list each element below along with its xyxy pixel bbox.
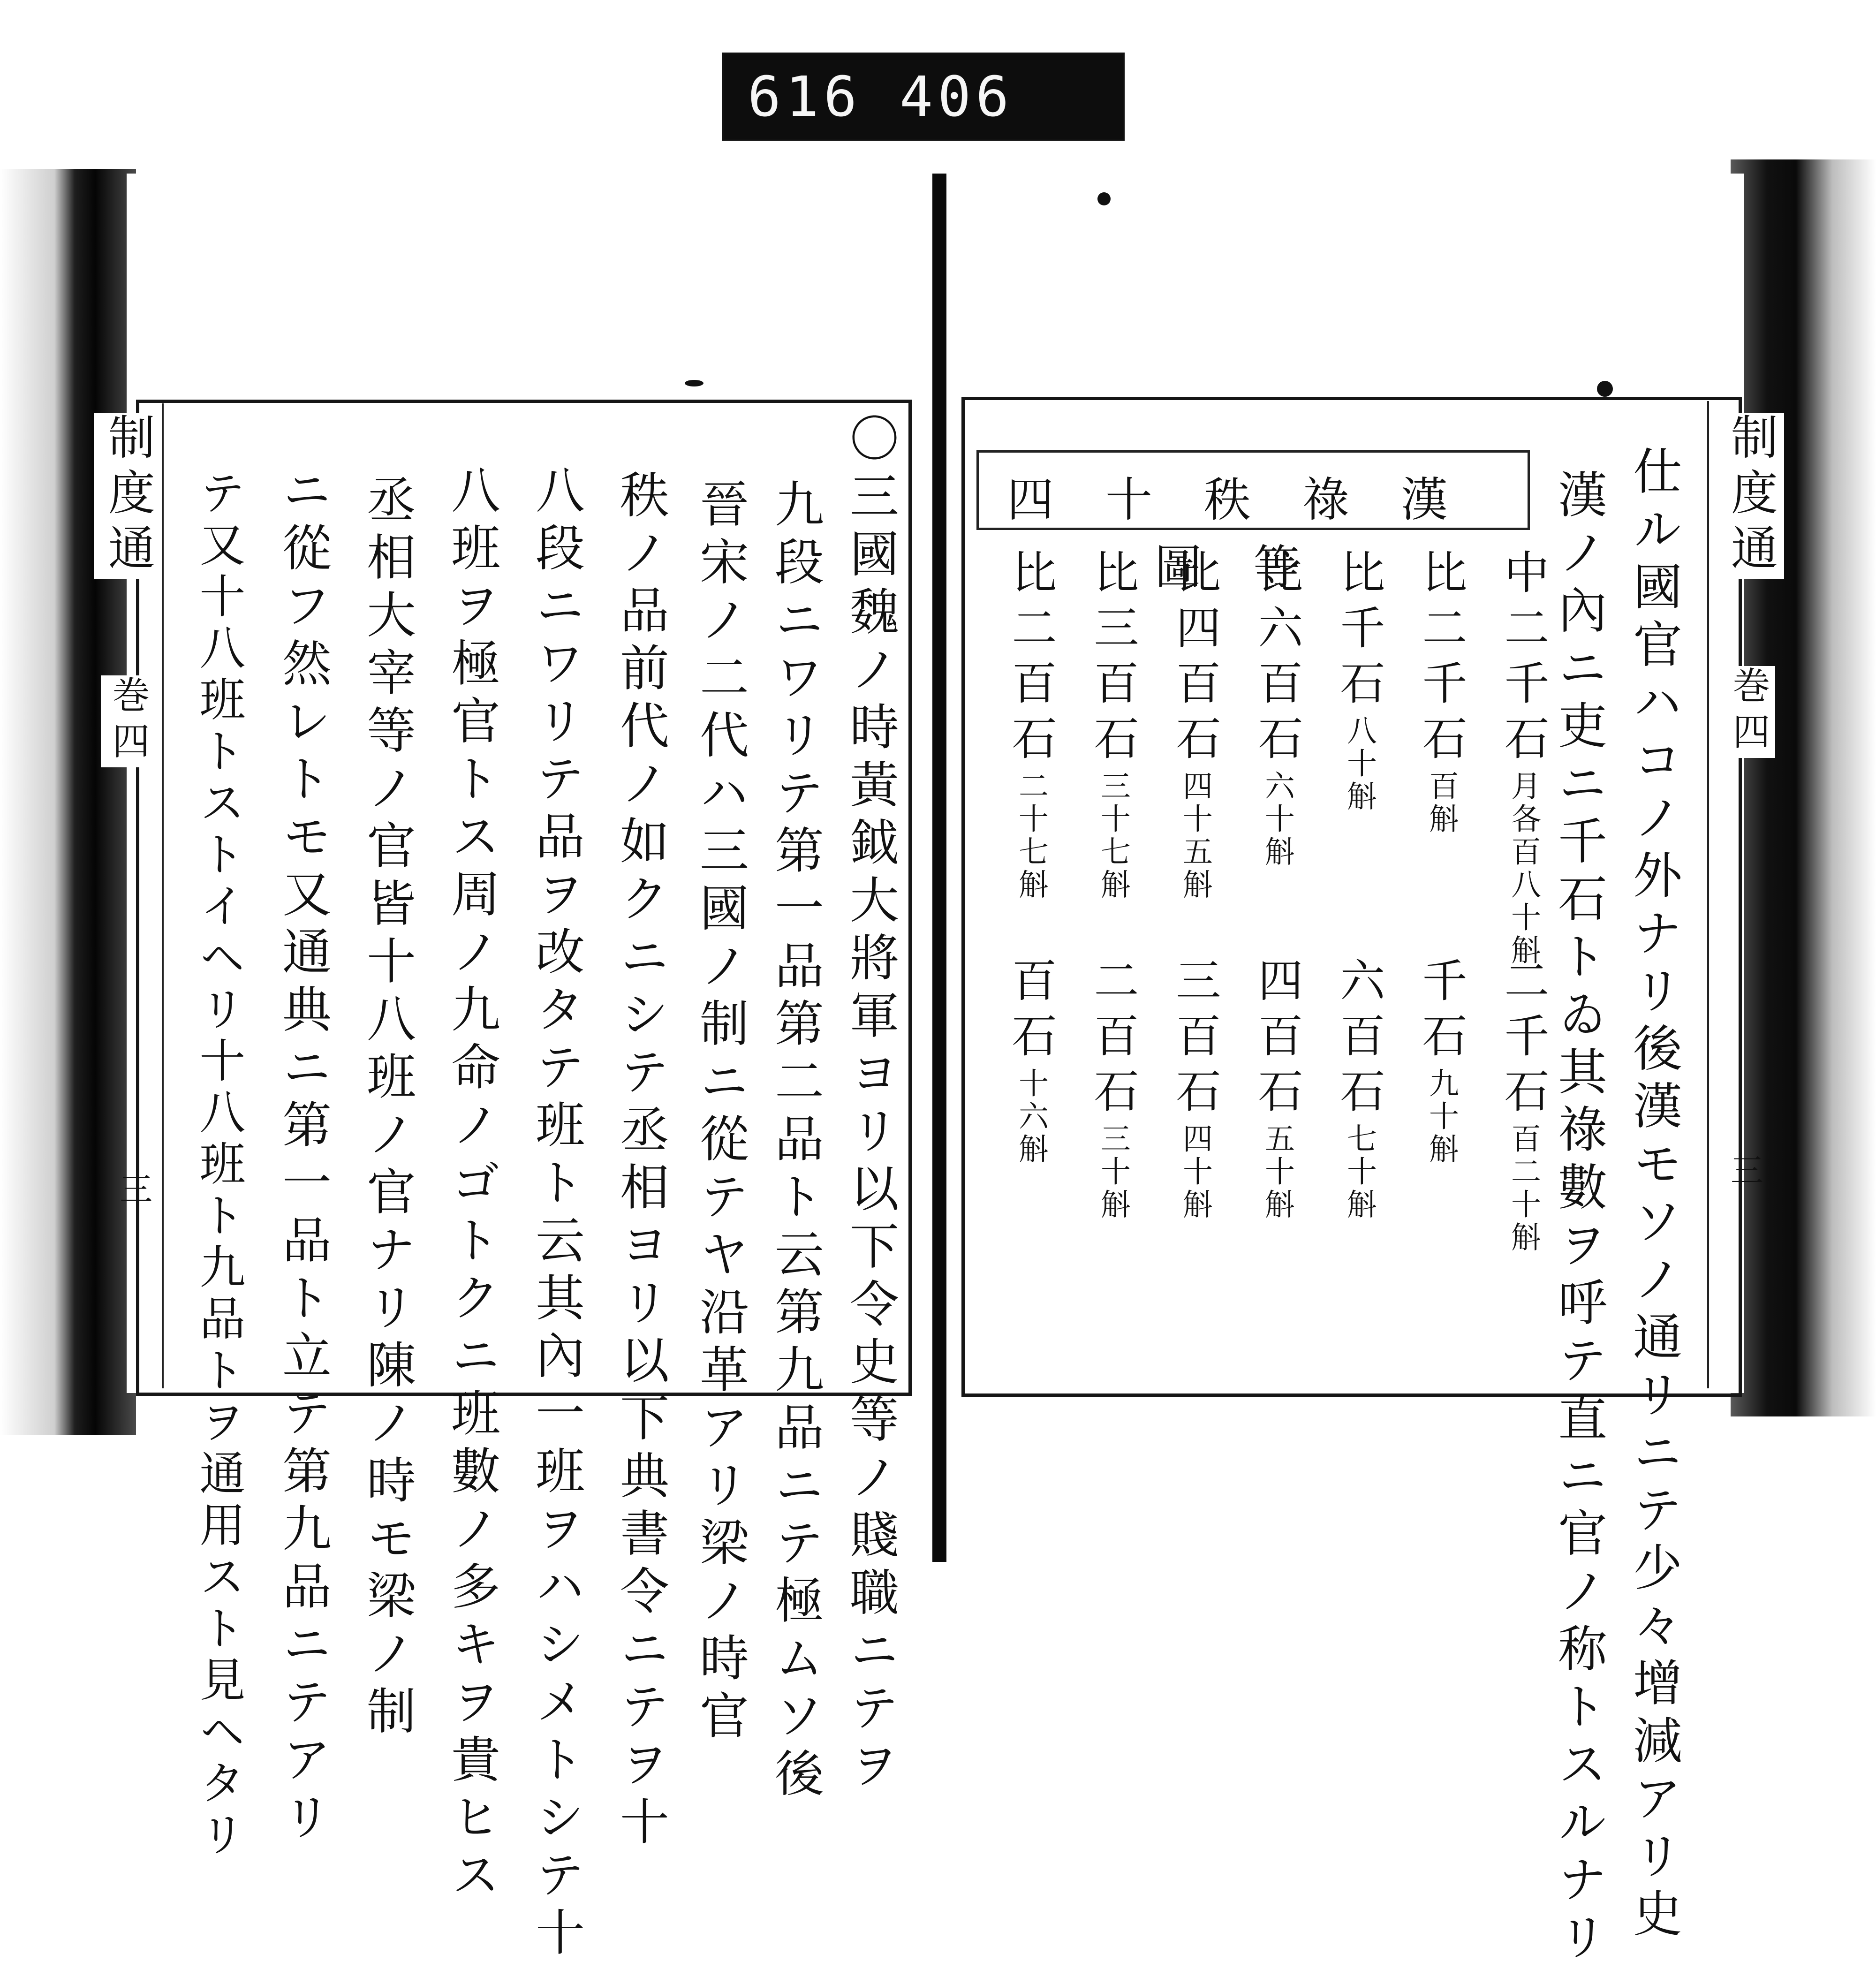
upper-rank-6: 比三百石三十七斛 [1087, 549, 1139, 901]
upper-rank-2: 比二千石百斛 [1415, 549, 1468, 836]
table-title-box [976, 450, 1530, 595]
upper-rank-5: 比四百石四十五斛 [1169, 549, 1221, 901]
lower-rank-row [966, 957, 1548, 1254]
left-frame-inner-rule [162, 403, 164, 1388]
lower-rank-6: 二百石三十斛 [1087, 957, 1139, 1221]
left-column-8: ニ從フ然レトモ又通典ニ第一品ト立テ第九品ニテアリ [274, 464, 332, 1849]
right-binding-edge [1731, 159, 1876, 1416]
upper-rank-1: 中二千石月各百八十斛 [1497, 549, 1550, 967]
lower-rank-5: 三百石四十斛 [1169, 957, 1221, 1221]
call-number-label [722, 53, 1125, 141]
ink-speck [1597, 381, 1613, 397]
lower-rank-4: 四百石五十斛 [1251, 957, 1303, 1221]
left-column-2: 九段ニワリテ第一品第二品ト云第九品ニテ極ムソ後 [767, 478, 824, 1805]
left-column-7: 丞相大宰等ノ官皆十八班ノ官ナリ陳ノ時モ梁ノ制 [359, 474, 416, 1743]
upper-rank-4: 比六百石六十斛 [1251, 549, 1303, 869]
book-gutter [932, 174, 946, 1562]
lower-rank-3: 六百石七十斛 [1333, 957, 1385, 1221]
right-folio: 三 [1731, 1151, 1763, 1190]
right-side-volume: 巻四 [1721, 666, 1775, 758]
left-column-9: テ又十八班トストイヘリ十八班ト九品トヲ通用スト見ヘタリ [192, 469, 245, 1862]
left-side-volume: 巻四 [101, 675, 155, 767]
left-binding-edge [0, 169, 136, 1435]
lower-rank-1: 二千石百二十斛 [1497, 957, 1550, 1254]
table-title: 漢祿秩十四等圖 [1007, 472, 1499, 595]
ink-speck [1097, 192, 1111, 205]
call-number-text: 616 406 [748, 64, 1014, 129]
lower-rank-2: 千石九十斛 [1415, 957, 1468, 1166]
ink-speck [685, 380, 704, 386]
upper-rank-7: 比二百石二十七斛 [1005, 549, 1057, 901]
left-column-3: 晉宋ノ二代ハ三國ノ制ニ從テヤ沿革アリ梁ノ時官 [692, 478, 749, 1748]
right-side-title: 制度通 [1717, 413, 1784, 579]
lower-rank-7: 百石十六斛 [1005, 957, 1057, 1166]
left-column-1: 〇三國魏ノ時黃鉞大將軍ヨリ以下令史等ノ賤職ニテヲ [842, 413, 899, 1797]
left-folio: 三 [120, 1170, 152, 1209]
right-intro-column-2: 漢ノ內ニ吏ニ千石トゐ其祿數ヲ呼テ直ニ官ノ称トスルナリ [1550, 469, 1607, 1969]
right-intro-column-1: 仕ル國官ハコノ外ナリ後漢モソノ通リニテ少々增減アリ史 [1625, 446, 1682, 1946]
left-column-6: 八班ヲ極官トス周ノ九命ノゴトクニ班數ノ多キヲ貴ヒス [443, 464, 500, 1907]
upper-rank-3: 比千石八十斛 [1333, 549, 1385, 813]
left-column-5: 八段ニワリテ品ヲ改タテ班ト云其內一班ヲハシメトシテ十 [528, 464, 585, 1964]
left-side-title: 制度通 [94, 413, 161, 579]
upper-rank-row [966, 549, 1548, 967]
right-frame-inner-rule [1707, 401, 1709, 1388]
left-column-4: 秩ノ品前代ノ如クニシテ丞相ヨリ以下典書令ニテヲ十 [612, 469, 669, 1854]
